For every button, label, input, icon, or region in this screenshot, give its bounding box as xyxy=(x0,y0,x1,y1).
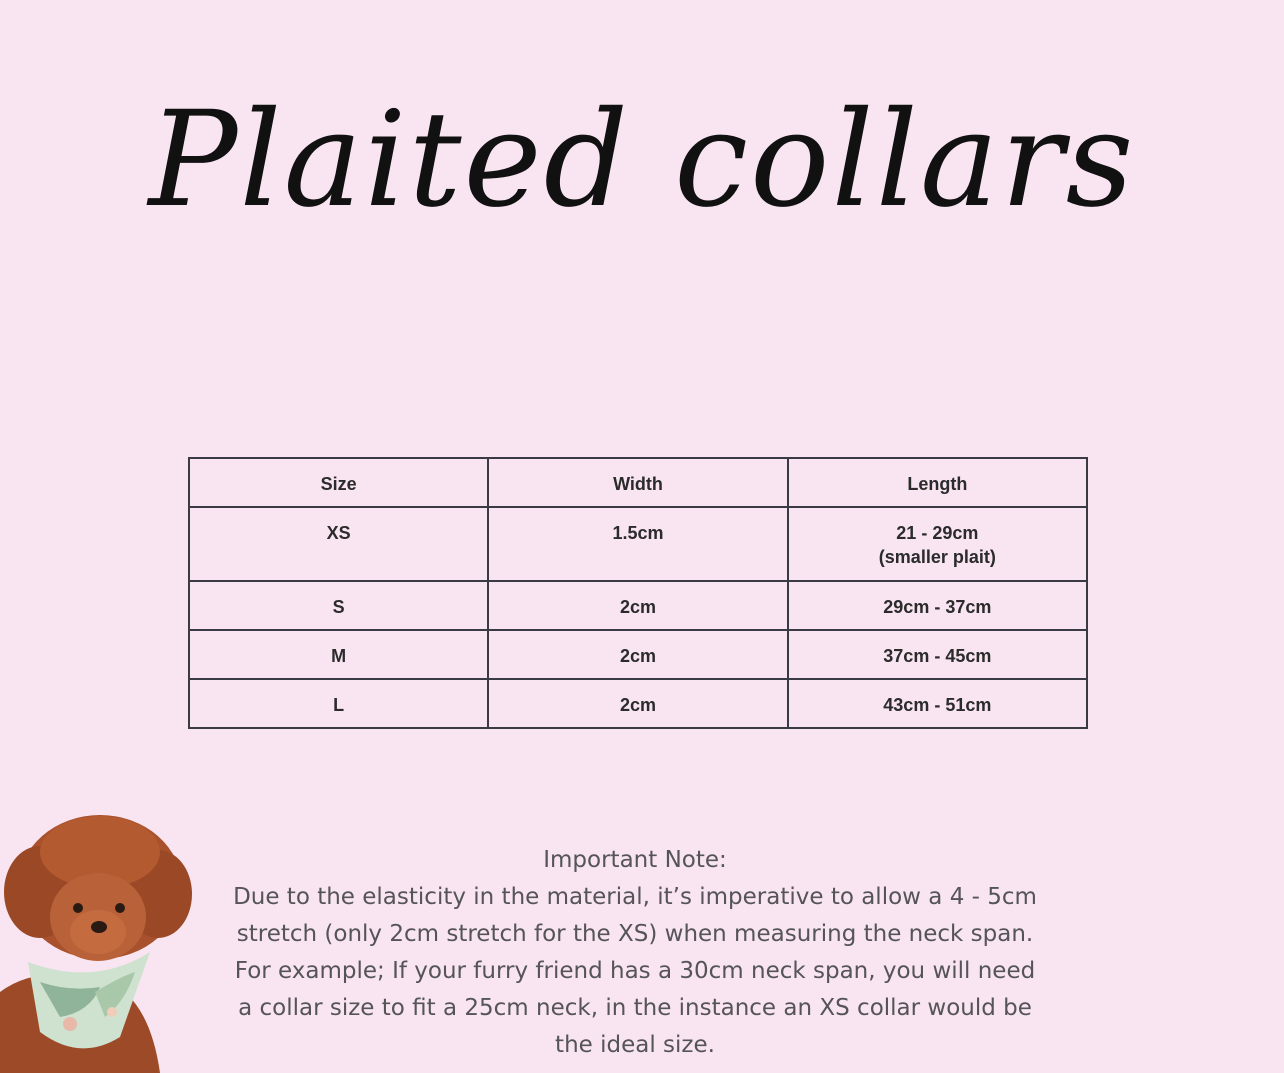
cell-length xyxy=(788,507,1087,581)
cell-width: 2cm xyxy=(488,679,787,728)
table-row xyxy=(189,507,1087,581)
table-row xyxy=(189,630,1087,679)
cell-length-note: (smaller plait) xyxy=(878,547,996,567)
dog-illustration-icon xyxy=(0,812,200,1073)
page-title: Plaited collars xyxy=(148,83,1136,237)
cell-length: 43cm - 51cm xyxy=(788,679,1087,728)
cell-size: S xyxy=(189,581,488,630)
cell-length: 29cm - 37cm xyxy=(788,581,1087,630)
cell-width: 2cm xyxy=(488,581,787,630)
cell-width: 2cm xyxy=(488,630,787,679)
table-header-row xyxy=(189,458,1087,507)
important-note xyxy=(230,842,1040,1064)
cell-size: XS xyxy=(189,507,488,581)
header-width: Width xyxy=(488,458,787,507)
header-size: Size xyxy=(189,458,488,507)
header-length: Length xyxy=(788,458,1087,507)
table-row xyxy=(189,581,1087,630)
table-row xyxy=(189,679,1087,728)
cell-size: L xyxy=(189,679,488,728)
note-body: Due to the elasticity in the material, it’s imperative to allow a 4 - 5cm stretch (only 2cm stretch for the XS) when measuring the neck span. For example; If your furry friend has a 30cm neck span, you will need a collar size to fit a 25cm neck, in the instance an XS collar would be the ideal size. xyxy=(233,884,1037,1058)
note-heading: Important Note: xyxy=(543,847,727,873)
cell-size: M xyxy=(189,630,488,679)
cell-length: 37cm - 45cm xyxy=(788,630,1087,679)
size-chart-table xyxy=(188,457,1088,729)
cell-width: 1.5cm xyxy=(488,507,787,581)
cell-length-range: 21 - 29cm xyxy=(896,523,979,543)
